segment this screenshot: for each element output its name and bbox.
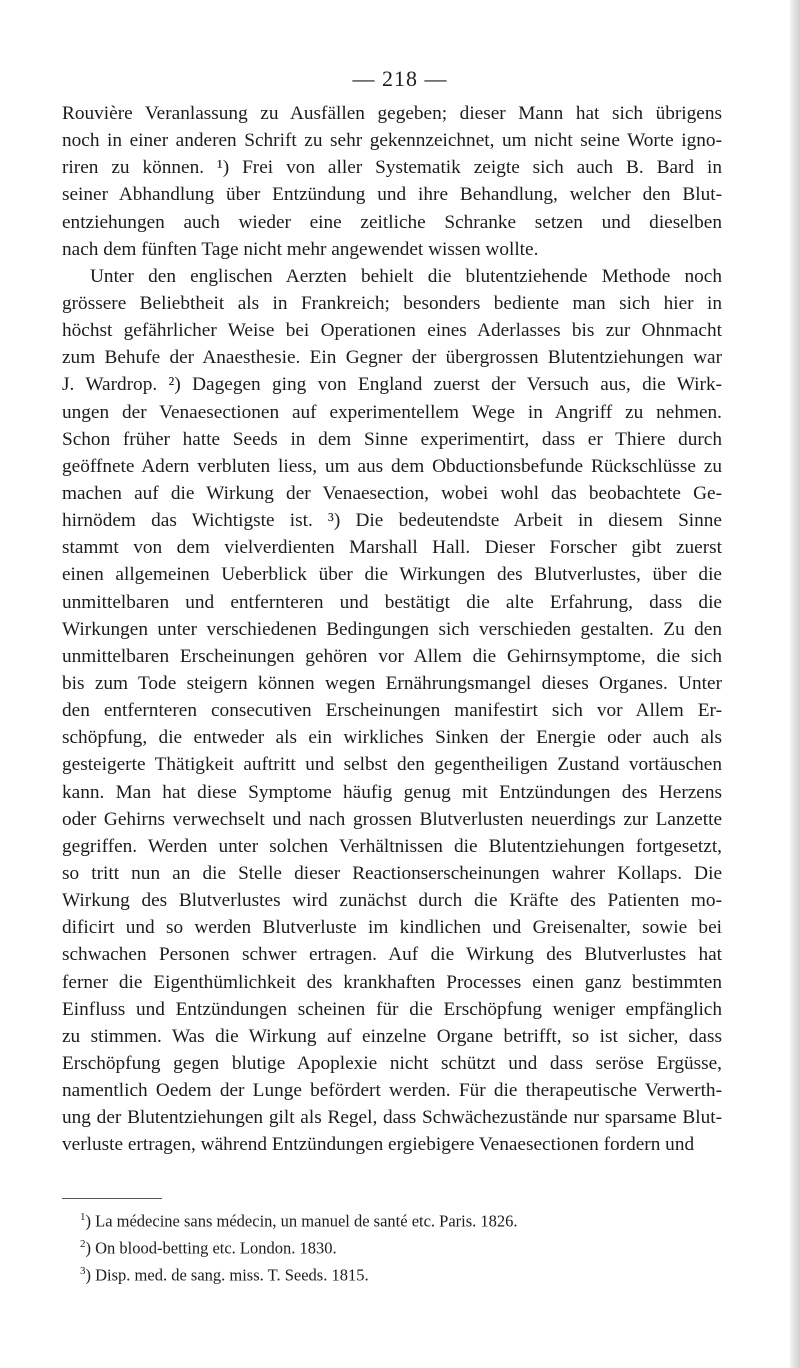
text-line: grössere Beliebtheit als in Frankreich; besonders bediente man sich hier in — [62, 292, 722, 314]
footnote-rule — [62, 1198, 162, 1199]
footnote — [80, 1233, 720, 1260]
text-line: ferner die Eigenthümlichkeit des krankhaften Processes einen ganz bestimmten — [62, 971, 722, 993]
text-line: zum Behufe der Anaesthesie. Ein Gegner der übergrossen Blutentziehungen war — [62, 347, 722, 369]
text-line: J. Wardrop. ²) Dagegen ging von England zuerst der Versuch aus, die Wirk- — [62, 374, 722, 396]
text-line: bis zum Tode steigern können wegen Ernährungsmangel dieses Organes. Unter — [62, 672, 722, 694]
text-line: Schon früher hatte Seeds in dem Sinne experimentirt, dass er Thiere durch — [62, 428, 722, 450]
text-line: machen auf die Wirkung der Venaesection, wobei wohl das beobachtete Ge- — [62, 482, 722, 504]
text-line: höchst gefährlicher Weise bei Operationen eines Aderlasses bis zur Ohnmacht — [62, 320, 722, 342]
text-line: gesteigerte Thätigkeit auftritt und selbst den gegentheiligen Zustand vortäuschen — [62, 754, 722, 776]
footnote-text: ) Disp. med. de sang. miss. T. Seeds. 1815. — [85, 1265, 369, 1285]
text-line: unmittelbaren und entfernteren und bestätigt die alte Erfahrung, dass die — [62, 591, 722, 613]
text-line: riren zu können. ¹) Frei von aller Systematik zeigte sich auch B. Bard in — [62, 157, 722, 179]
text-line: Wirkungen unter verschiedenen Bedingungen sich verschieden gestalten. Zu den — [62, 618, 722, 640]
text-line: kann. Man hat diese Symptome häufig genug mit Entzündungen des Herzens — [62, 781, 722, 803]
text-line: namentlich Oedem der Lunge befördert werden. Für die therapeutische Verwerth- — [62, 1080, 722, 1102]
footnote — [80, 1260, 720, 1287]
page-number: — 218 — — [352, 66, 448, 91]
text-line: seiner Abhandlung über Entzündung und ihre Behandlung, welcher den Blut- — [62, 184, 722, 206]
body-text — [62, 100, 722, 1158]
text-line: zu stimmen. Was die Wirkung auf einzelne Organe betrifft, so ist sicher, dass — [62, 1025, 722, 1047]
text-line: Unter den englischen Aerzten behielt die blutentziehende Methode noch — [90, 265, 722, 287]
text-line: Erschöpfung gegen blutige Apoplexie nicht schützt und dass seröse Ergüsse, — [62, 1052, 722, 1074]
footnote-mark: 3 — [80, 1265, 86, 1277]
footnotes — [80, 1206, 720, 1287]
text-line: Wirkung des Blutverlustes wird zunächst durch die Kräfte des Patienten mo- — [62, 890, 722, 912]
text-line: hirnödem das Wichtigste ist. ³) Die bedeutendste Arbeit in diesem Sinne — [62, 510, 722, 532]
text-line: schöpfung, die entweder als ein wirkliches Sinken der Energie oder auch als — [62, 727, 722, 749]
footnote-text: ) On blood-betting etc. London. 1830. — [85, 1238, 337, 1258]
footnote-text: ) La médecine sans médecin, un manuel de santé etc. Paris. 1826. — [85, 1211, 518, 1231]
page-edge-shadow — [790, 0, 800, 1368]
footnote-mark: 2 — [80, 1238, 86, 1250]
text-line: schwachen Personen schwer ertragen. Auf die Wirkung des Blutverlustes hat — [62, 944, 722, 966]
text-line: stammt von dem vielverdienten Marshall Hall. Dieser Forscher gibt zuerst — [62, 537, 722, 559]
text-line: noch in einer anderen Schrift zu sehr gekennzeichnet, um nicht seine Worte igno- — [62, 130, 722, 152]
text-line: so tritt nun an die Stelle dieser Reactionserscheinungen wahrer Kollaps. Die — [62, 862, 722, 884]
text-line: entziehungen auch wieder eine zeitliche Schranke setzen und dieselben — [62, 211, 722, 233]
text-line: nach dem fünften Tage nicht mehr angewendet wissen wollte. — [62, 238, 539, 260]
text-line: einen allgemeinen Ueberblick über die Wirkungen des Blutverlustes, über die — [62, 564, 722, 586]
text-line: den entfernteren consecutiven Erscheinungen manifestirt sich vor Allem Er- — [62, 700, 722, 722]
text-line: dificirt und so werden Blutverluste im kindlichen und Greisenalter, sowie bei — [62, 917, 722, 939]
text-line: geöffnete Adern verbluten liess, um aus dem Obductionsbefunde Rückschlüsse zu — [62, 455, 722, 477]
text-line: unmittelbaren Erscheinungen gehören vor Allem die Gehirnsymptome, die sich — [62, 645, 722, 667]
footnote-mark: 1 — [80, 1211, 86, 1223]
text-line: verluste ertragen, während Entzündungen ergiebigere Venaesectionen fordern und — [62, 1134, 695, 1156]
text-line: gegriffen. Werden unter solchen Verhältnissen die Blutentziehungen fortgesetzt, — [62, 835, 722, 857]
text-line: Einfluss und Entzündungen scheinen für die Erschöpfung weniger empfänglich — [62, 998, 722, 1020]
text-line: ung der Blutentziehungen gilt als Regel, dass Schwächezustände nur sparsame Blut- — [62, 1107, 722, 1129]
text-line: ungen der Venaesectionen auf experimentellem Wege in Angriff zu nehmen. — [62, 401, 722, 423]
text-line: Rouvière Veranlassung zu Ausfällen gegeben; dieser Mann hat sich übrigens — [62, 103, 722, 124]
footnote — [80, 1206, 720, 1233]
text-line: oder Gehirns verwechselt und nach grossen Blutverlusten neuerdings zur Lanzette — [62, 808, 722, 830]
